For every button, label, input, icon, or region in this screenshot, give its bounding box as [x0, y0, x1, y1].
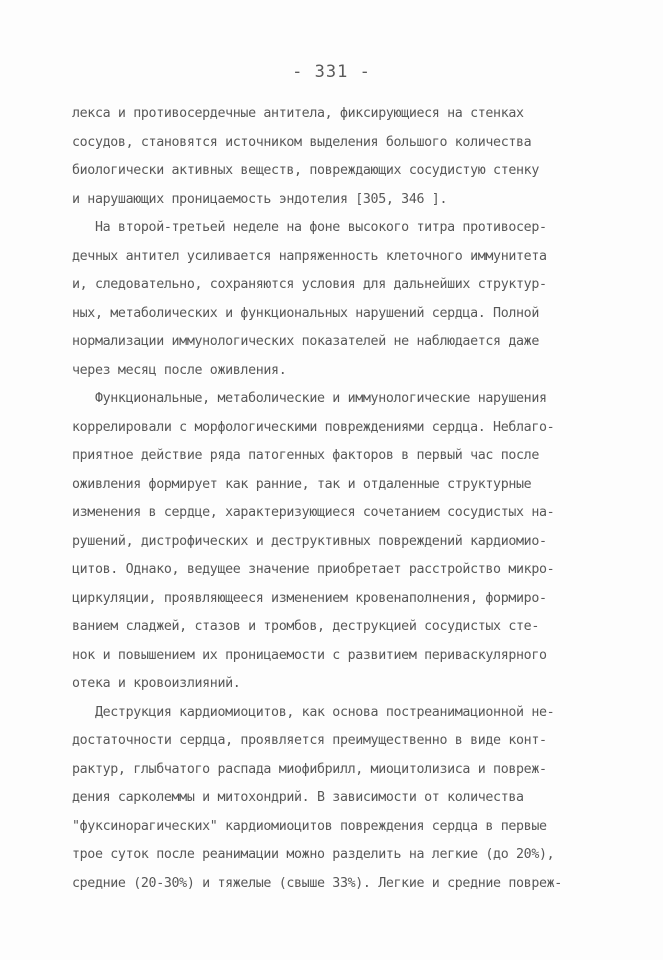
page-number: - 331 - [292, 62, 371, 82]
text-line: сосудов, становятся источником выделения большого количества [72, 134, 532, 150]
text-line: дечных антител усиливается напряженность клеточного иммунитета [72, 248, 547, 264]
text-line: трое суток после реанимации можно разделить на легкие (до 20%), [72, 847, 555, 862]
text-line: На второй-третьей неделе на фоне высокого титра противосер- [72, 220, 547, 235]
document-body [72, 100, 592, 898]
text-line: дения сарколеммы и митохондрий. В зависимости от количества [72, 790, 524, 805]
text-line: нормализации иммунологических показателей не наблюдается даже [72, 334, 539, 349]
text-line: циркуляции, проявляющееся изменением кровенаполнения, формиро- [72, 590, 547, 606]
text-line: коррелировали с морфологическими повреждениями сердца. Неблаго- [72, 419, 555, 435]
text-line: изменения в сердце, характеризующиеся сочетанием сосудистых на- [72, 505, 555, 520]
text-line: Деструкция кардиомиоцитов, как основа постреанимационной не- [72, 704, 555, 720]
text-line: нок и повышением их проницаемости с развитием периваскулярного [72, 647, 547, 663]
text-line: через месяц после оживления. [72, 362, 287, 378]
text-line: рушений, дистрофических и деструктивных повреждений кардиомио- [72, 533, 547, 549]
text-line: Функциональные, метаболические и иммунологические нарушения [72, 391, 547, 406]
text-line: и, следовательно, сохраняются условия для дальнейших структур- [72, 277, 547, 292]
text-line: "фуксинорагических" кардиомиоцитов повреждения сердца в первые [72, 818, 547, 834]
text-line: биологически активных веществ, повреждающих сосудистую стенку [72, 163, 539, 178]
text-line: и нарушающих проницаемость эндотелия [305, 346 ]. [72, 191, 448, 207]
text-line: отека и кровоизлияний. [72, 676, 241, 691]
text-line: оживления формирует как ранние, так и отдаленные структурные [72, 476, 532, 492]
text-line: достаточности сердца, проявляется преимущественно в виде конт- [72, 733, 547, 748]
text-line: средние (20-30%) и тяжелые (свыше 33%). Легкие и средние повреж- [72, 875, 562, 891]
text-line: рактур, глыбчатого распада миофибрилл, миоцитолизиса и повреж- [72, 761, 547, 777]
text-line: лекса и противосердечные антитела, фиксирующиеся на стенках [72, 106, 524, 121]
text-line: цитов. Однако, ведущее значение приобретает расстройство микро- [72, 562, 555, 577]
text-line: ванием сладжей, стазов и тромбов, деструкцией сосудистых сте- [72, 619, 539, 634]
text-line: приятное действие ряда патогенных факторов в первый час после [72, 448, 539, 463]
text-line: ных, метаболических и функциональных нарушений сердца. Полной [72, 305, 539, 321]
